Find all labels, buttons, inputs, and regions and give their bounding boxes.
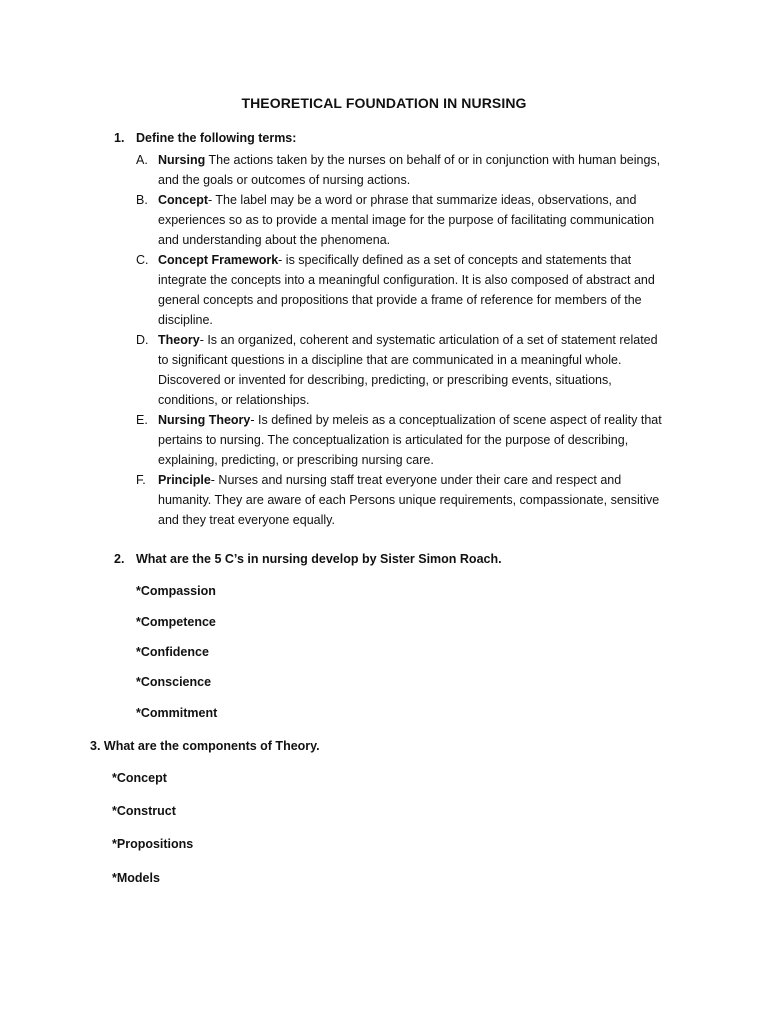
list-item: *Propositions: [112, 837, 194, 851]
definition-letter: F.: [136, 473, 146, 487]
definition-letter: E.: [136, 413, 148, 427]
definition-text: - Is defined by meleis as a conceptualization of scene aspect of reality that pertains to nursing. The conceptualization is articulated for the purpose of describing, explaining, predicting, or prescribing nursing care.: [158, 413, 662, 467]
definition-term: Concept Framework: [158, 253, 279, 267]
question-1-number: 1.: [114, 131, 125, 145]
list-item: *Concept: [112, 771, 167, 785]
definition-letter: A.: [136, 153, 148, 167]
definition-a: [136, 150, 666, 190]
question-1: [114, 131, 296, 145]
definition-c: [136, 250, 666, 330]
question-1-text: Define the following terms:: [136, 131, 297, 145]
list-item: *Models: [112, 871, 160, 885]
list-item: *Confidence: [136, 645, 209, 659]
definition-letter: B.: [136, 193, 148, 207]
definition-term: Principle: [158, 473, 211, 487]
question-2-text: What are the 5 C’s in nursing develop by Sister Simon Roach.: [136, 552, 502, 566]
definition-d: [136, 330, 666, 410]
definition-f: [136, 470, 666, 530]
list-item: *Commitment: [136, 706, 218, 720]
document-title: THEORETICAL FOUNDATION IN NURSING: [241, 95, 527, 111]
definition-text: - is specifically defined as a set of concepts and statements that integrate the concepts into a meaningful configuration. It is also composed of abstract and general concepts and propositions that provide a frame of reference for members of the discipline.: [158, 253, 655, 327]
question-2: [114, 552, 502, 566]
definition-term: Nursing: [158, 153, 206, 167]
definition-text: The actions taken by the nurses on behalf of or in conjunction with human beings, and the goals or outcomes of nursing actions.: [158, 153, 661, 187]
question-2-number: 2.: [114, 552, 125, 566]
definition-term: Nursing Theory: [158, 413, 251, 427]
list-item: *Construct: [112, 804, 176, 818]
definition-term: Concept: [158, 193, 208, 207]
definition-e: [136, 410, 666, 470]
definition-text: - The label may be a word or phrase that summarize ideas, observations, and experiences so as to provide a mental image for the purpose of facilitating communication and understanding about the phenomena.: [158, 193, 655, 247]
definition-b: [136, 190, 666, 250]
definition-text: - Nurses and nursing staff treat everyone under their care and respect and humanity. They are aware of each Persons unique requirements, compassionate, sensitive and they treat everyone equally.: [158, 473, 660, 527]
list-item: *Conscience: [136, 675, 212, 689]
definition-letter: D.: [136, 333, 149, 347]
question-3: 3. What are the components of Theory.: [90, 739, 320, 753]
definition-term: Theory: [158, 333, 200, 347]
definition-text: - Is an organized, coherent and systematic articulation of a set of statement related to significant questions in a discipline that are communicated in a meaningful whole. Discovered or invented for describing, predicting, or prescribing events, situations, conditions, or relationships.: [158, 333, 658, 407]
list-item: *Compassion: [136, 584, 216, 598]
definition-letter: C.: [136, 253, 149, 267]
list-item: *Competence: [136, 615, 216, 629]
